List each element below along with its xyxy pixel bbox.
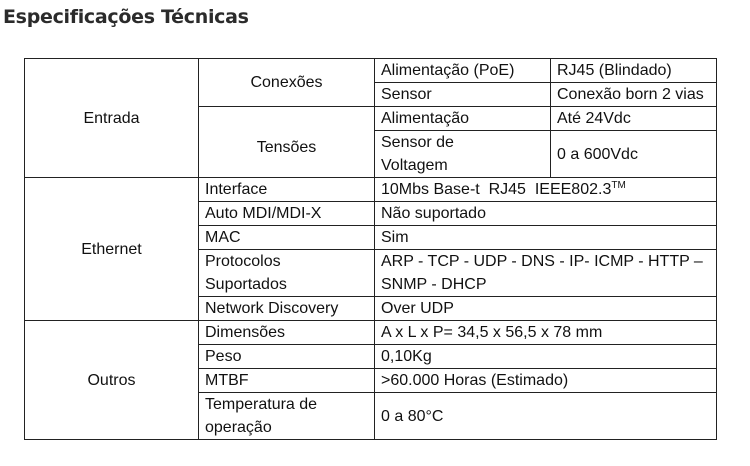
table-row xyxy=(25,321,717,345)
specifications-table xyxy=(24,58,717,440)
table-row xyxy=(25,178,717,202)
spec-value-text: 10Mbs Base-t RJ45 IEEE802.3 xyxy=(381,181,612,198)
spec-value: A x L x P= 34,5 x 56,5 x 78 mm xyxy=(375,321,717,345)
spec-name: Dimensões xyxy=(199,321,375,345)
table-row xyxy=(25,59,717,83)
spec-name: Alimentação xyxy=(375,107,551,131)
spec-value: Sim xyxy=(375,226,717,250)
spec-name-line: Temperatura de xyxy=(205,396,318,413)
spec-name: MAC xyxy=(199,226,375,250)
spec-value xyxy=(375,178,717,202)
group-label-ethernet: Ethernet xyxy=(25,178,199,321)
spec-name: Network Discovery xyxy=(199,297,375,321)
subgroup-label-tensoes xyxy=(199,107,375,178)
spec-name: Interface xyxy=(199,178,375,202)
spec-name-line: Voltagem xyxy=(381,157,448,174)
spec-name-line: Protocolos xyxy=(205,253,281,270)
spec-value: 0 a 600Vdc xyxy=(551,131,717,178)
spec-name-line: Sensor de xyxy=(381,134,454,151)
spec-name xyxy=(199,393,375,440)
spec-value-line: ARP - TCP - UDP - DNS - IP- ICMP - HTTP – xyxy=(381,253,703,270)
spec-value: 0 a 80°C xyxy=(375,393,717,440)
subgroup-label-tensoes-text: Tensões xyxy=(256,138,317,156)
group-label-entrada: Entrada xyxy=(25,59,199,178)
spec-name-line: operação xyxy=(205,419,272,436)
spec-name-line: Suportados xyxy=(205,276,287,293)
spec-value: Over UDP xyxy=(375,297,717,321)
spec-name: Auto MDI/MDI-X xyxy=(199,202,375,226)
spec-value: Até 24Vdc xyxy=(551,107,717,131)
spec-value: RJ45 (Blindado) xyxy=(551,59,717,83)
spec-value: >60.000 Horas (Estimado) xyxy=(375,369,717,393)
spec-name: Alimentação (PoE) xyxy=(375,59,551,83)
page-title: Especificações Técnicas xyxy=(3,6,249,28)
spec-name: Sensor xyxy=(375,83,551,107)
spec-value-line: SNMP - DHCP xyxy=(381,276,487,293)
spec-value: Conexão born 2 vias xyxy=(551,83,717,107)
subgroup-label-conexoes: Conexões xyxy=(199,59,375,107)
spec-value: 0,10Kg xyxy=(375,345,717,369)
spec-name: Peso xyxy=(199,345,375,369)
spec-value: Não suportado xyxy=(375,202,717,226)
spec-name: MTBF xyxy=(199,369,375,393)
group-label-outros: Outros xyxy=(25,321,199,440)
trademark-superscript: TM xyxy=(611,180,626,191)
spec-value xyxy=(375,250,717,297)
spec-name xyxy=(375,131,551,178)
spec-name xyxy=(199,250,375,297)
